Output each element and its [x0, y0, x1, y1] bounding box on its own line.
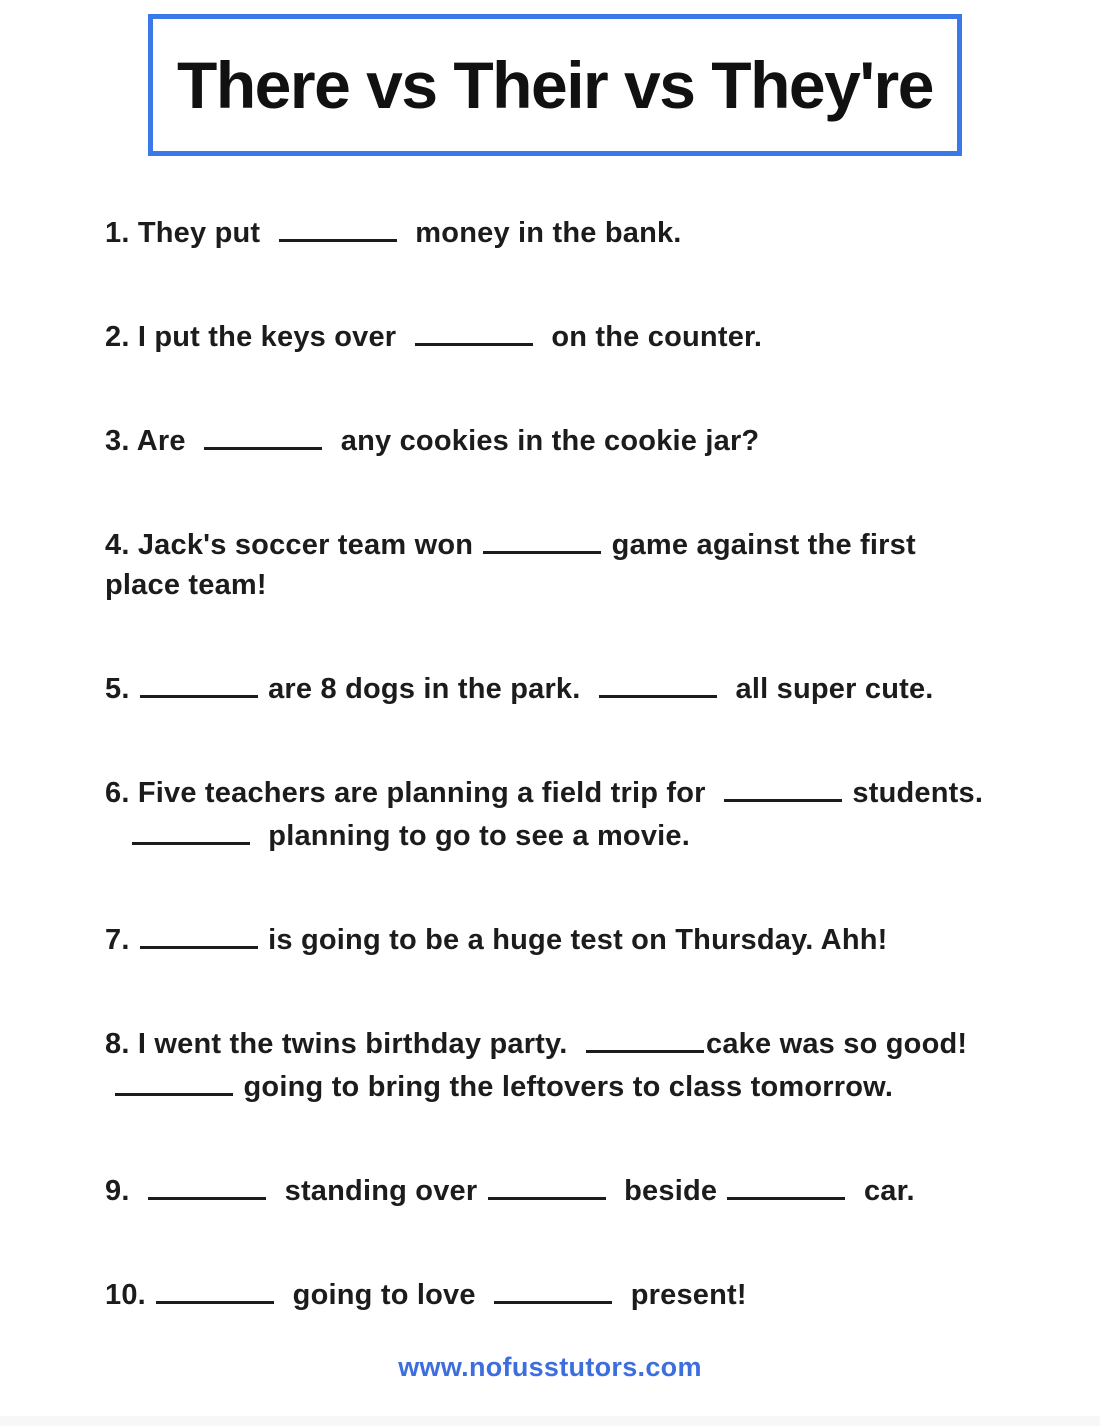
footer — [0, 1352, 1100, 1383]
question-text: students. — [844, 777, 984, 809]
blank-line — [204, 418, 322, 450]
question — [105, 1272, 1055, 1315]
blank-line — [488, 1168, 606, 1200]
blank-line — [132, 813, 250, 845]
question-line — [105, 418, 1055, 461]
question — [105, 666, 1055, 709]
question-text: money in the bank. — [398, 217, 682, 249]
question — [105, 522, 1055, 605]
question-line — [105, 770, 1055, 813]
question-line — [105, 917, 1055, 960]
question-text: any cookies in the cookie jar? — [324, 425, 760, 457]
question-text: standing over — [268, 1175, 486, 1207]
blank-line — [483, 522, 601, 554]
question — [105, 1021, 1055, 1107]
question-text: present! — [614, 1279, 747, 1311]
question-line — [105, 565, 1055, 605]
question-text: 9. — [105, 1175, 147, 1207]
question-text — [105, 1071, 113, 1103]
question-text: planning to go to see a movie. — [251, 820, 691, 852]
question-text: 8. I went the twins birthday party. — [105, 1028, 584, 1060]
blank-line — [724, 770, 842, 802]
question-text: going to love — [276, 1279, 493, 1311]
blank-line — [415, 314, 533, 346]
question-text: 7. — [105, 924, 138, 956]
question-text: going to bring the leftovers to class tomorrow. — [235, 1071, 894, 1103]
blank-line — [148, 1168, 266, 1200]
blank-line — [727, 1168, 845, 1200]
blank-line — [156, 1272, 274, 1304]
question-text: game against the first — [603, 529, 916, 561]
bottom-band — [0, 1416, 1100, 1426]
question-line — [105, 210, 1055, 253]
blank-line — [586, 1021, 704, 1053]
blank-line — [140, 917, 258, 949]
blank-line — [599, 666, 717, 698]
question — [105, 917, 1055, 960]
blank-line — [494, 1272, 612, 1304]
question-text — [105, 820, 130, 852]
question-text: all super cute. — [719, 673, 934, 705]
question-line — [105, 1021, 1055, 1064]
page-title: There vs Their vs They're — [177, 48, 933, 122]
question-text: 5. — [105, 673, 138, 705]
question-text: are 8 dogs in the park. — [259, 673, 598, 705]
question-text: 10. — [105, 1279, 155, 1311]
question — [105, 770, 1055, 856]
question — [105, 418, 1055, 461]
question — [105, 210, 1055, 253]
question-text: is going to be a huge test on Thursday. Ahh! — [259, 924, 888, 956]
question-line — [105, 813, 1055, 856]
blank-line — [115, 1064, 233, 1096]
question-text: 2. I put the keys over — [105, 321, 413, 353]
question-text: place team! — [105, 569, 267, 601]
blank-line — [140, 666, 258, 698]
question-line — [105, 1272, 1055, 1315]
question-line — [105, 666, 1055, 709]
footer-url: www.nofusstutors.com — [398, 1352, 702, 1382]
question-line — [105, 1064, 1055, 1107]
question-text: 6. Five teachers are planning a field trip for — [105, 777, 723, 809]
question-text: car. — [847, 1175, 915, 1207]
title-box — [148, 14, 962, 156]
question-text: on the counter. — [534, 321, 763, 353]
question-line — [105, 1168, 1055, 1211]
question — [105, 314, 1055, 357]
question-text: beside — [607, 1175, 726, 1207]
question-text: 4. Jack's soccer team won — [105, 529, 482, 561]
question-text: 3. Are — [105, 425, 203, 457]
question-line — [105, 522, 1055, 565]
question-text: cake was so good! — [706, 1028, 968, 1060]
question-text: 1. They put — [105, 217, 277, 249]
blank-line — [279, 210, 397, 242]
questions — [105, 210, 1055, 1376]
question-line — [105, 314, 1055, 357]
question — [105, 1168, 1055, 1211]
